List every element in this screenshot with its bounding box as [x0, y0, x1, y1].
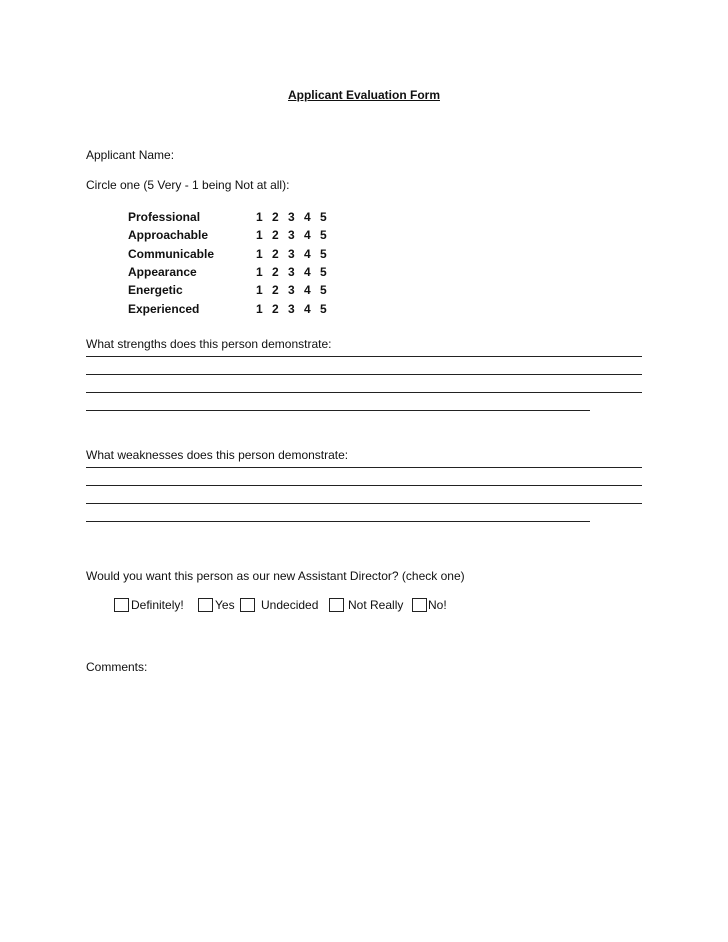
scale-value-2[interactable]: 2 [272, 210, 279, 225]
checkbox-definitely[interactable] [114, 598, 129, 612]
scale-value-2[interactable]: 2 [272, 301, 279, 316]
rating-scale[interactable] [256, 210, 336, 224]
scale-value-4[interactable]: 4 [304, 210, 311, 225]
rating-row-experienced [128, 299, 336, 317]
scale-value-2[interactable]: 2 [272, 228, 279, 243]
strengths-answer-line[interactable] [86, 356, 642, 357]
scale-value-4[interactable]: 4 [304, 228, 311, 243]
scale-value-5[interactable]: 5 [320, 301, 327, 316]
scale-value-1[interactable]: 1 [256, 228, 263, 243]
rating-scale[interactable] [256, 302, 336, 316]
director-options [114, 598, 447, 612]
strengths-question: What strengths does this person demonstrate: [86, 337, 332, 351]
rating-name: Communicable [128, 246, 215, 261]
rating-name: Professional [128, 210, 201, 225]
rating-name: Experienced [128, 301, 200, 316]
scale-value-1[interactable]: 1 [256, 210, 263, 225]
scale-value-1[interactable]: 1 [256, 283, 263, 298]
scale-value-3[interactable]: 3 [288, 283, 295, 298]
rating-name: Approachable [128, 228, 209, 243]
checkbox-undecided[interactable] [240, 598, 255, 612]
scale-value-4[interactable]: 4 [304, 265, 311, 280]
scale-value-2[interactable]: 2 [272, 283, 279, 298]
scale-value-3[interactable]: 3 [288, 228, 295, 243]
rating-row-communicable [128, 245, 336, 263]
strengths-answer-line[interactable] [86, 410, 590, 411]
circle-instruction: Circle one (5 Very - 1 being Not at all): [86, 178, 290, 192]
scale-value-2[interactable]: 2 [272, 265, 279, 280]
strengths-answer-line[interactable] [86, 374, 642, 375]
option-label: Undecided [261, 598, 319, 612]
checkbox-not-really[interactable] [329, 598, 344, 612]
scale-value-5[interactable]: 5 [320, 228, 327, 243]
option-label: Not Really [348, 598, 404, 612]
form-title: Applicant Evaluation Form [287, 88, 440, 102]
scale-value-3[interactable]: 3 [288, 210, 295, 225]
scale-value-3[interactable]: 3 [288, 246, 295, 261]
director-question: Would you want this person as our new Assistant Director? (check one) [86, 569, 465, 583]
ratings-list [128, 208, 336, 318]
option-label: Yes [215, 598, 235, 612]
scale-value-3[interactable]: 3 [288, 265, 295, 280]
applicant-name-label: Applicant Name: [86, 148, 175, 162]
rating-row-approachable [128, 226, 336, 244]
option-no [412, 598, 447, 612]
weaknesses-answer-line[interactable] [86, 503, 642, 504]
rating-scale[interactable] [256, 228, 336, 242]
scale-value-1[interactable]: 1 [256, 301, 263, 316]
rating-name: Energetic [128, 283, 183, 298]
scale-value-4[interactable]: 4 [304, 283, 311, 298]
rating-row-appearance [128, 263, 336, 281]
comments-label: Comments: [86, 660, 148, 674]
scale-value-4[interactable]: 4 [304, 301, 311, 316]
checkbox-no[interactable] [412, 598, 427, 612]
scale-value-1[interactable]: 1 [256, 246, 263, 261]
scale-value-2[interactable]: 2 [272, 246, 279, 261]
scale-value-5[interactable]: 5 [320, 210, 327, 225]
scale-value-5[interactable]: 5 [320, 283, 327, 298]
rating-scale[interactable] [256, 247, 336, 261]
rating-scale[interactable] [256, 265, 336, 279]
scale-value-3[interactable]: 3 [288, 301, 295, 316]
rating-row-professional [128, 208, 336, 226]
option-yes [198, 598, 240, 612]
option-definitely [114, 598, 198, 612]
weaknesses-answer-line[interactable] [86, 485, 642, 486]
scale-value-1[interactable]: 1 [256, 265, 263, 280]
checkbox-yes[interactable] [198, 598, 213, 612]
option-label: Definitely! [131, 598, 184, 612]
rating-row-energetic [128, 281, 336, 299]
strengths-answer-line[interactable] [86, 392, 642, 393]
scale-value-5[interactable]: 5 [320, 265, 327, 280]
scale-value-5[interactable]: 5 [320, 246, 327, 261]
scale-value-4[interactable]: 4 [304, 246, 311, 261]
option-undecided [240, 598, 329, 612]
rating-scale[interactable] [256, 283, 336, 297]
weaknesses-answer-line[interactable] [86, 521, 590, 522]
rating-name: Appearance [128, 265, 197, 280]
weaknesses-question: What weaknesses does this person demonstrate: [86, 448, 349, 462]
option-label: No! [428, 598, 447, 612]
option-not-really [329, 598, 412, 612]
weaknesses-answer-line[interactable] [86, 467, 642, 468]
